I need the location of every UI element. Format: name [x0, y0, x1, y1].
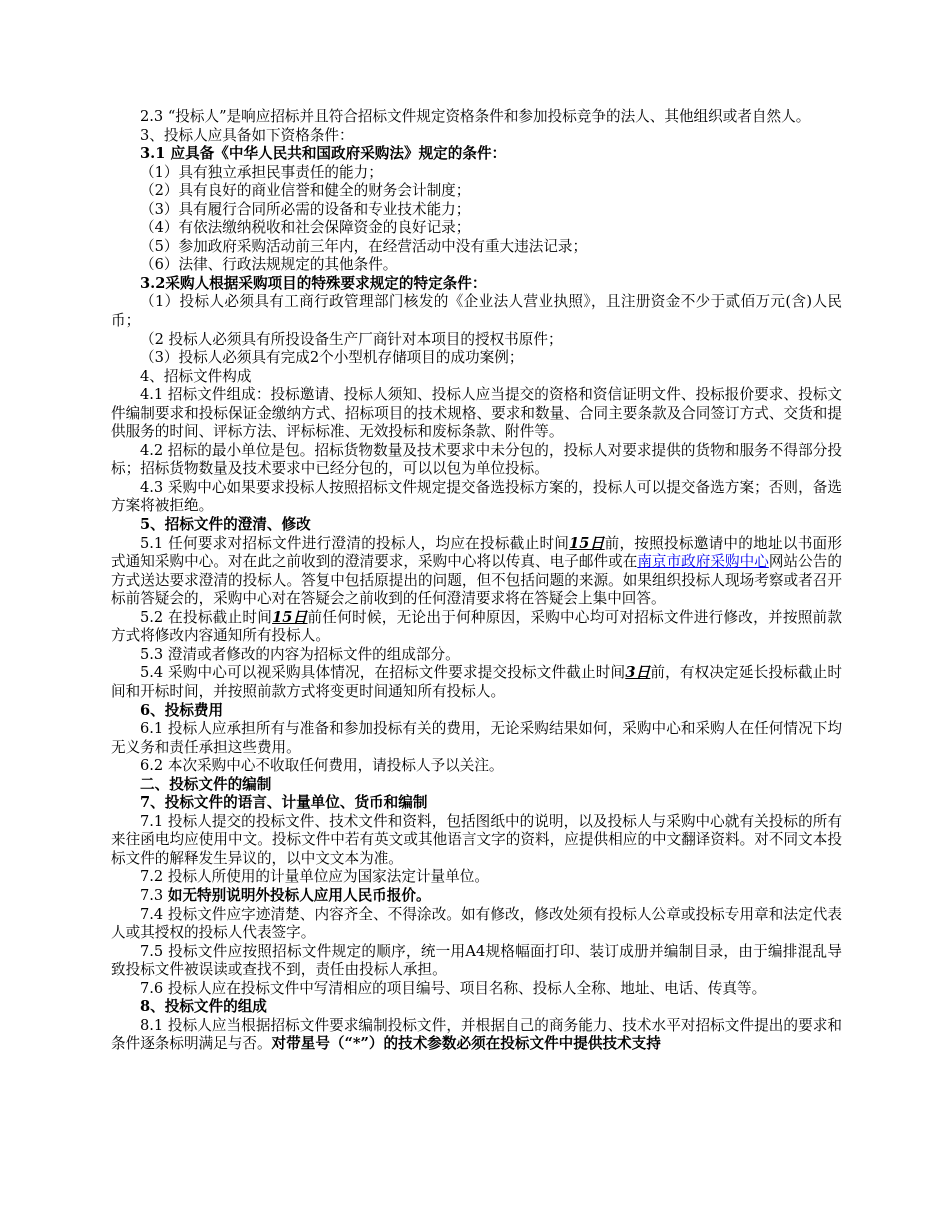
text-run: 前，按照投标邀请中的地址以书面形式通知采购中心。对在此之前收到的澄清要求，采购中心将以传真、电子邮件或在 — [111, 534, 842, 571]
bold-text: 对带星号（“*”）的技术参数必须在投标文件中提供技术支持 — [271, 1035, 661, 1053]
list-item: （5）参加政府采购活动前三年内，在经营活动中没有重大违法记录； — [140, 237, 588, 255]
text-run: 前，有权决定延长投标截止时间和开标时间，并按照前款方式将变更时间通知所有投标人。 — [111, 664, 843, 700]
list-item: （3）投标人必须具有完成2个小型机存储项目的成功案例； — [140, 349, 524, 367]
paragraph-7-3 — [111, 887, 842, 906]
list-item: （1）具有独立承担民事责任的能力； — [140, 163, 383, 181]
paragraph-2-3: 2.3 “投标人”是响应招标并且符合招标文件规定资格条件和参加投标竞争的法人、其他组织或者自然人。 — [140, 108, 811, 125]
paragraph-5-4 — [111, 664, 842, 701]
heading-8: 8、投标文件的组成 — [140, 998, 267, 1016]
heading-3-2: 3.2采购人根据采购项目的特殊要求规定的特定条件： — [140, 274, 487, 292]
heading-3: 3、投标人应具备如下资格条件： — [140, 126, 354, 144]
heading-7: 7、投标文件的语言、计量单位、货币和编制 — [140, 794, 428, 812]
text-run: 5.2 在投标截止时间 — [140, 608, 273, 626]
paragraph-8-1 — [111, 1017, 842, 1054]
text-run: 5.1 任何要求对招标文件进行澄清的投标人，均应在投标截止时间 — [140, 534, 570, 552]
section-heading-2: 二、投标文件的编制 — [140, 775, 272, 793]
paragraph-4-2: 4.2 招标的最小单位是包。招标货物数量及技术要求中未分包的，投标人对要求提供的货物和服务不得部分投标；招标货物数量及技术要求中已经分包的，可以以包为单位投标。 — [111, 441, 842, 478]
text-run: 8.1 投标人应当根据招标文件要求编制投标文件，并根据自己的商务能力、技术水平对招标文件提出的要求和条件逐条标明满足与否。 — [111, 1016, 842, 1053]
deadline-emphasis: 15日 — [272, 608, 308, 626]
paragraph-4-3: 4.3 采购中心如果要求投标人按照招标文件规定提交备选投标方案的，投标人可以提交备选方案；否则，备选方案将被拒绝。 — [111, 478, 842, 515]
paragraph-4-1: 4.1 招标文件组成：投标邀请、投标人须知、投标人应当提交的资格和资信证明文件、投标报价要求、投标文件编制要求和投标保证金缴纳方式、招标项目的技术规格、要求和数量、合同主要条款及合同签订方式、交货和提供服务的时间、评标方法、评标标准、无效投标和废标条款、附件等。 — [111, 386, 842, 441]
deadline-emphasis: 15日 — [569, 534, 605, 552]
paragraph-5-3: 5.3 澄清或者修改的内容为招标文件的组成部分。 — [140, 645, 460, 663]
deadline-emphasis: 3日 — [625, 664, 651, 682]
heading-6: 6、投标费用 — [140, 701, 224, 719]
heading-3-1: 3.1 应具备《中华人民共和国政府采购法》规定的条件： — [140, 145, 507, 163]
list-item: （4）有依法缴纳税收和社会保障资金的良好记录； — [140, 219, 471, 237]
paragraph-7-6: 7.6 投标人应在投标文件中写清相应的项目编号、项目名称、投标人全称、地址、电话、传真等。 — [140, 979, 767, 997]
text-run: 7.3 — [140, 886, 168, 904]
paragraph-5-1 — [111, 535, 842, 609]
paragraph-6-2: 6.2 本次采购中心不收取任何费用，请投标人予以关注。 — [140, 757, 504, 775]
paragraph-7-1: 7.1 投标人提交的投标文件、技术文件和资料，包括图纸中的说明，以及投标人与采购中心就有关投标的所有来往函电均应使用中文。投标文件中若有英文或其他语言文字的资料，应提供相应的中文翻译资料。对不同文本投标文件的解释发生异议的，以中文文本为准。 — [111, 812, 842, 867]
bold-text: 如无特别说明外投标人应用人民币报价。 — [167, 886, 431, 904]
paragraph-7-2: 7.2 投标人所使用的计量单位应为国家法定计量单位。 — [140, 868, 489, 886]
text-run: 网站公告的方式送达要求澄清的投标人。答复中包括原提出的问题，但不包括问题的来源。如果组织投标人现场考察或者召开标前答疑会的，采购中心对在答疑会之前收到的任何澄清要求将在答疑会上集中回答。 — [111, 553, 842, 608]
procurement-center-link[interactable]: 南京市政府采购中心 — [637, 553, 769, 571]
list-item: （2）具有良好的商业信誉和健全的财务会计制度； — [140, 182, 471, 200]
paragraph-6-1: 6.1 投标人应承担所有与准备和参加投标有关的费用，无论采购结果如何，采购中心和采购人在任何情况下均无义务和责任承担这些费用。 — [111, 720, 842, 756]
heading-5: 5、招标文件的澄清、修改 — [140, 516, 311, 534]
list-item: （1）投标人必须具有工商行政管理部门核发的《企业法人营业执照》，且注册资金不少于贰佰万元(含)人民币； — [111, 293, 842, 330]
text-run: 前任何时候，无论出于何种原因，采购中心均可对招标文件进行修改，并按照前款方式将修改内容通知所有投标人。 — [111, 608, 842, 645]
paragraph-7-4: 7.4 投标文件应字迹清楚、内容齐全、不得涂改。如有修改，修改处须有投标人公章或投标专用章和法定代表人或其授权的投标人代表签字。 — [111, 905, 842, 942]
paragraph-5-2 — [111, 609, 842, 646]
paragraph-7-5: 7.5 投标文件应按照招标文件规定的顺序，统一用A4规格幅面打印、装订成册并编制目录，由于编排混乱导致投标文件被误读或查找不到，责任由投标人承担。 — [111, 942, 842, 979]
heading-4: 4、招标文件构成 — [140, 367, 252, 385]
list-item: （6）法律、行政法规规定的其他条件。 — [140, 256, 398, 274]
text-run: 5.4 采购中心可以视采购具体情况，在招标文件要求提交投标文件截止时间 — [140, 664, 626, 682]
list-item: （2 投标人必须具有所投设备生产厂商针对本项目的授权书原件； — [140, 330, 563, 348]
list-item: （3）具有履行合同所必需的设备和专业技术能力； — [140, 200, 471, 218]
